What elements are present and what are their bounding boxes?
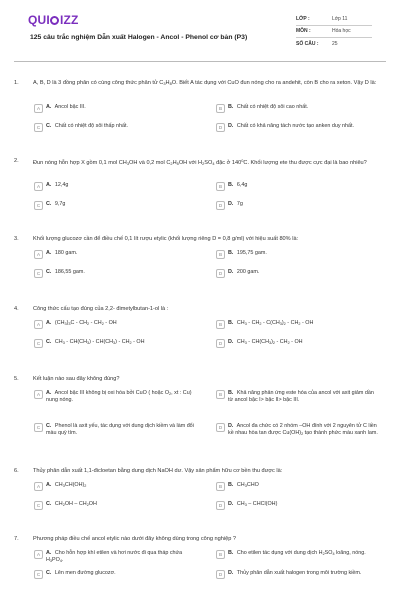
option-badge: D <box>216 201 225 210</box>
answer-option-a[interactable] <box>34 250 198 259</box>
option-text: A. 12,4g <box>46 182 69 188</box>
option-text: C. $CH_3 - CH(CH_3) - CH(CH_3) - CH_2$ - OH <box>46 339 145 345</box>
brand-logo: QUI IZZ <box>28 13 79 27</box>
option-badge: B <box>216 390 225 399</box>
question-stem: Công thức cấu tạo đúng của 2,2- đimetylbutan-1-ol là : <box>33 306 169 312</box>
option-badge: B <box>216 104 225 113</box>
answer-option-b[interactable] <box>216 320 380 329</box>
answer-option-c[interactable] <box>34 570 198 579</box>
option-badge: A <box>34 104 43 113</box>
answer-option-a[interactable] <box>34 550 198 564</box>
option-badge: C <box>34 339 43 348</box>
meta-label: LỚP : <box>296 16 310 23</box>
option-text: A. Ancol bậc III. <box>46 104 86 110</box>
answer-option-a[interactable] <box>34 390 198 404</box>
option-text: B. $CH_3CHO$ <box>228 482 259 488</box>
option-badge: D <box>216 269 225 278</box>
answer-option-b[interactable] <box>216 550 380 559</box>
option-badge: C <box>34 123 43 132</box>
option-badge: B <box>216 550 225 559</box>
meta-value: Lớp 11 <box>332 16 348 23</box>
option-badge: C <box>34 570 43 579</box>
option-text: D. $CH_3 - CH(CH_3)_2 - CH_2$ - OH <box>228 339 303 345</box>
option-text: D. 200 gam. <box>228 269 260 275</box>
question-number: 4. <box>14 306 19 312</box>
option-badge: A <box>34 390 43 399</box>
option-text: D. Chất có khả năng tách nước tạo anken duy nhất. <box>228 123 355 129</box>
option-text: C. Chất có nhiệt độ sôi thấp nhất. <box>46 123 129 129</box>
meta-row-count <box>296 38 372 50</box>
worksheet-title: 125 câu trắc nghiệm Dẫn xuất Halogen - Ancol - Phenol cơ bản (P3) <box>30 34 248 41</box>
question-number: 3. <box>14 236 19 242</box>
answer-option-d[interactable] <box>216 269 380 278</box>
option-text: C. 186,55 gam. <box>46 269 85 275</box>
option-badge: B <box>216 182 225 191</box>
question-number: 1. <box>14 80 19 86</box>
answer-option-b[interactable] <box>216 390 380 404</box>
meta-value: 25 <box>332 40 338 47</box>
option-text: B. Cho etilen tác dụng với dung dịch $H_2SO_4$ loãng, nóng. <box>228 550 366 556</box>
answer-option-b[interactable] <box>216 250 380 259</box>
option-badge: A <box>34 182 43 191</box>
answer-option-a[interactable] <box>34 104 198 113</box>
answer-option-c[interactable] <box>34 201 198 210</box>
question-stem: Phương pháp điều chế ancol etylic nào dưới đây không dùng trong công nghiệp ? <box>33 536 236 542</box>
option-text: B. $CH_3 - CH_2 - C(CH_3)_2 - CH_2$ - OH <box>228 320 314 326</box>
option-text: B. 6,4g <box>228 182 248 188</box>
option-badge: D <box>216 123 225 132</box>
option-badge: C <box>34 501 43 510</box>
meta-row-grade <box>296 14 372 26</box>
option-text: D. $CH_3$ – CHCl(OH) <box>228 501 278 507</box>
option-badge: C <box>34 269 43 278</box>
answer-option-d[interactable] <box>216 570 380 579</box>
meta-value: Hóa học <box>332 28 351 35</box>
option-badge: A <box>34 250 43 259</box>
option-text: A. $CH_3CH(OH)_2$ <box>46 482 87 488</box>
question-stem: Kết luận nào sau đây không đúng? <box>33 376 120 382</box>
option-text: C. Lên men đường glucozơ. <box>46 570 116 576</box>
option-text: C. Phenol là axit yếu, tác dụng với dung dịch kiềm và làm đổi màu quỳ tím. <box>46 423 194 436</box>
answer-option-b[interactable] <box>216 182 380 191</box>
question-stem: Thủy phân dẫn xuất 1,1-đicloetan bằng dung dịch NaOH dư. Vậy sản phẩm hữu cơ bền thu được là: <box>33 468 283 474</box>
answer-option-b[interactable] <box>216 482 380 491</box>
answer-option-a[interactable] <box>34 320 198 329</box>
option-text: B. Khả năng phản ứng este hóa của ancol với axit giảm dần từ ancol bậc I> bậc II> bậc III. <box>228 390 374 403</box>
answer-option-c[interactable] <box>34 269 198 278</box>
option-badge: B <box>216 250 225 259</box>
worksheet-header <box>14 0 386 62</box>
answer-option-d[interactable] <box>216 123 380 132</box>
option-badge: B <box>216 320 225 329</box>
option-text: A. Cho hỗn hợp khí etilen và hơi nước đi qua tháp chứa $H_3PO_4$. <box>46 550 183 563</box>
option-badge: C <box>34 201 43 210</box>
question-stem: Khối lượng glucozơ cần để điều chế 0,1 lít rượu etylic (khối lượng riêng D = 0,8 g/ml) với hiệu suất 80% là: <box>33 236 299 242</box>
option-badge: B <box>216 482 225 491</box>
answer-option-d[interactable] <box>216 339 380 348</box>
meta-row-subject <box>296 26 372 38</box>
answer-option-c[interactable] <box>34 339 198 348</box>
question-number: 5. <box>14 376 19 382</box>
option-badge: D <box>216 339 225 348</box>
answer-option-d[interactable] <box>216 501 380 510</box>
option-badge: A <box>34 550 43 559</box>
answer-option-d[interactable] <box>216 201 380 210</box>
question-number: 7. <box>14 536 19 542</box>
option-badge: D <box>216 570 225 579</box>
question-stem: Đun nóng hỗn hợp X gồm 0,1 mol $CH_3OH$ và 0,2 mol $C_2H_5OH$ với $H_2SO_4$ đặc ở $140^0C$. Khối lượng ete thu được cực đại là bao nhiêu? <box>33 158 367 166</box>
meta-label: SỐ CÂU : <box>296 40 319 47</box>
option-text: A. 180 gam. <box>46 250 78 256</box>
option-text: B. 195,75 gam. <box>228 250 267 256</box>
question-stem: A, B, D là 3 đồng phân có cùng công thức phân tử $C_3H_8O$. Biết A tác dụng với CuO đun nóng cho ra andehit, còn B cho ra xeton. Vậy D là: <box>33 80 377 86</box>
option-text: C. $CH_2OH - CH_2OH$ <box>46 501 97 507</box>
answer-option-a[interactable] <box>34 482 198 491</box>
question-number: 6. <box>14 468 19 474</box>
meta-label: MÔN : <box>296 28 311 35</box>
option-badge: A <box>34 320 43 329</box>
option-badge: D <box>216 501 225 510</box>
option-badge: D <box>216 423 225 432</box>
option-text: B. Chất có nhiệt độ sôi cao nhất. <box>228 104 309 110</box>
option-text: D. Thủy phân dẫn xuất halogen trong môi trường kiềm. <box>228 570 362 576</box>
answer-option-c[interactable] <box>34 423 198 437</box>
question-number: 2. <box>14 158 19 164</box>
option-text: A. $(CH_3)_3C - CH_2 - CH_2$ - OH <box>46 320 117 326</box>
option-text: D. Ancol đa chức có 2 nhóm –OH đính với 2 nguyên tử C liền kề nhau hòa tan được $Cu(OH)_2$ tạo thành phức màu xanh lam. <box>228 423 378 436</box>
option-text: C. 9,7g <box>46 201 66 207</box>
answer-option-b[interactable] <box>216 104 380 113</box>
answer-option-d[interactable] <box>216 423 380 437</box>
answer-option-a[interactable] <box>34 182 198 191</box>
worksheet-meta <box>296 14 372 50</box>
option-badge: A <box>34 482 43 491</box>
answer-option-c[interactable] <box>34 123 198 132</box>
option-text: D. 7g <box>228 201 243 207</box>
option-badge: C <box>34 423 43 432</box>
option-text: A. Ancol bậc III không bị oxi hóa bởi CuO ( hoặc $O_2$, xt : Cu) nung nóng. <box>46 390 192 403</box>
answer-option-c[interactable] <box>34 501 198 510</box>
